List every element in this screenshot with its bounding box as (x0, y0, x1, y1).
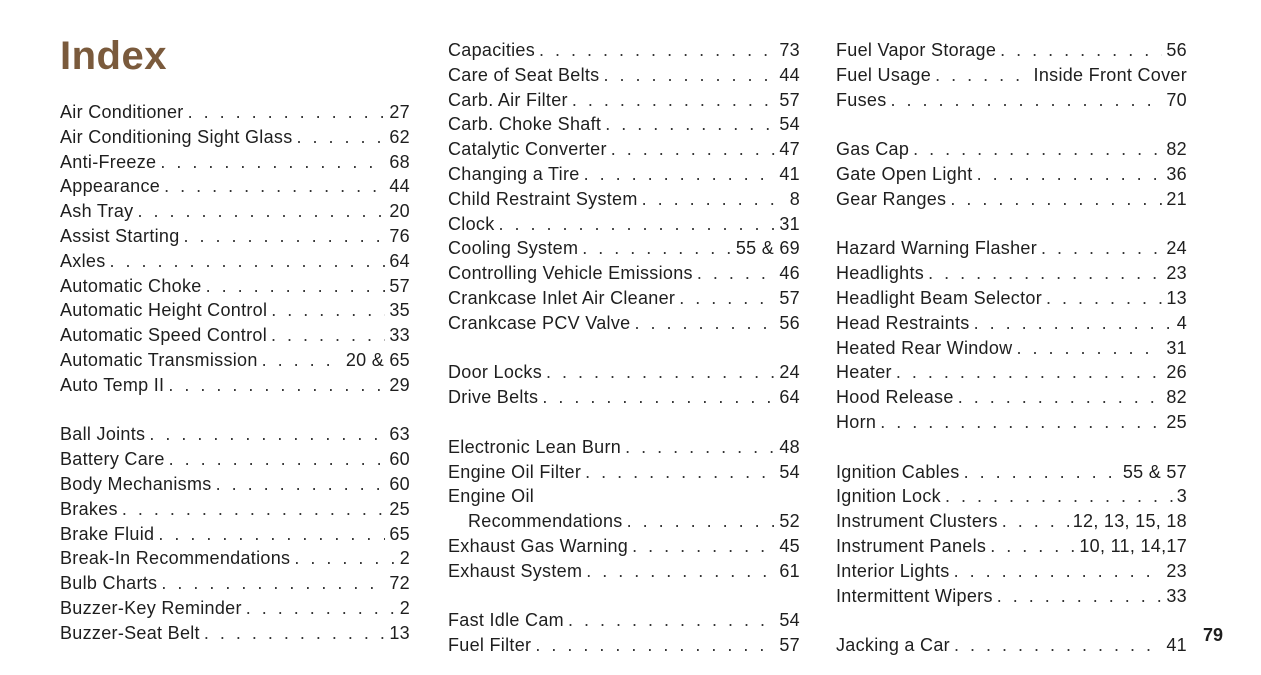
index-entry-name: Ignition Lock (836, 486, 941, 507)
index-entry-page: 29 (389, 374, 410, 395)
index-entry-name: Controlling Vehicle Emissions (448, 263, 693, 284)
index-entry-page: 76 (389, 225, 410, 246)
index-entry-page: 54 (779, 461, 800, 482)
dot-leader (584, 162, 776, 187)
index-entry-name: Fast Idle Cam (448, 610, 564, 631)
index-entry (448, 286, 800, 311)
index-entry (448, 38, 800, 63)
dot-leader (164, 174, 385, 199)
dot-leader (1041, 236, 1162, 261)
dot-leader (928, 261, 1162, 286)
dot-leader (122, 497, 386, 522)
dot-leader (954, 559, 1163, 584)
index-entry (448, 360, 800, 385)
index-entry (60, 150, 410, 175)
index-entry-name: Child Restraint System (448, 188, 638, 209)
index-entry (448, 608, 800, 633)
index-entry-name: Headlight Beam Selector (836, 287, 1043, 308)
index-entry (836, 137, 1187, 162)
index-entry-name: Carb. Air Filter (448, 89, 568, 110)
index-entry-name: Fuel Vapor Storage (836, 40, 997, 60)
index-entry-page: 31 (1166, 337, 1187, 358)
index-entry-name: Jacking a Car (836, 635, 950, 656)
dot-leader (997, 584, 1163, 609)
index-entry-name: Buzzer-Key Reminder (60, 597, 242, 618)
index-entry-page: 73 (779, 40, 800, 60)
index-entry (448, 236, 800, 261)
page-title: Index (60, 34, 167, 78)
index-entry-name: Instrument Panels (836, 535, 987, 556)
index-entry-name: Instrument Clusters (836, 511, 998, 532)
index-entry-page: 4 (1176, 312, 1187, 333)
index-entry-name: Care of Seat Belts (448, 64, 600, 85)
index-entry (448, 88, 800, 113)
index-entry-name: Catalytic Converter (448, 139, 607, 160)
index-entry-page: 25 (1166, 411, 1187, 432)
index-entry-name: Recommendations (468, 511, 623, 532)
dot-leader (160, 150, 385, 175)
index-entry-name: Crankcase Inlet Air Cleaner (448, 287, 676, 308)
dot-leader (586, 559, 775, 584)
index-entry-name: Axles (60, 250, 106, 271)
index-entry-page: 72 (389, 573, 410, 594)
dot-leader (1016, 336, 1162, 361)
index-entry-page: 10, 11, 14,17 (1079, 535, 1187, 556)
index-entry (60, 373, 410, 398)
index-entry (836, 633, 1187, 658)
index-entry-page: 33 (389, 325, 410, 346)
index-entry-name: Brake Fluid (60, 523, 155, 544)
index-entry-page: 23 (1166, 560, 1187, 581)
index-entry-name: Exhaust Gas Warning (448, 535, 629, 556)
dot-leader (891, 88, 1163, 113)
index-entry-page: 41 (779, 163, 800, 184)
index-column-2 (448, 38, 800, 658)
dot-leader (1002, 509, 1069, 534)
dot-leader (945, 484, 1173, 509)
index-entry (448, 311, 800, 336)
index-entry-page: 57 (779, 89, 800, 110)
index-entry (448, 162, 800, 187)
index-entry (836, 38, 1187, 63)
index-entry (60, 224, 410, 249)
index-entry (60, 497, 410, 522)
index-entry-page: 45 (779, 535, 800, 556)
dot-leader (582, 236, 732, 261)
index-entry-page: 65 (389, 523, 410, 544)
index-entry-name: Battery Care (60, 449, 165, 470)
index-entry-page: 55 & 69 (735, 238, 800, 259)
index-entry-name: Gear Ranges (836, 188, 947, 209)
index-entry (836, 336, 1187, 361)
dot-leader (1000, 38, 1162, 63)
index-column-3 (836, 38, 1187, 658)
index-entry-name: Heated Rear Window (836, 337, 1013, 358)
dot-leader (568, 608, 775, 633)
index-entry-page: 13 (1166, 287, 1187, 308)
index-entry (448, 534, 800, 559)
dot-leader (499, 212, 776, 237)
index-entry (60, 447, 410, 472)
index-entry (448, 137, 800, 162)
index-entry-page: 24 (1166, 238, 1187, 259)
index-entry-name: Head Restraints (836, 312, 970, 333)
index-entry-page: 26 (1166, 362, 1187, 383)
index-entry-name: Assist Starting (60, 225, 180, 246)
index-entry (836, 559, 1187, 584)
dot-leader (935, 63, 1029, 88)
dot-leader (964, 460, 1119, 485)
dot-leader (634, 311, 775, 336)
index-entry (836, 63, 1187, 88)
index-entry-name: Air Conditioning Sight Glass (60, 126, 293, 147)
index-entry (448, 212, 800, 237)
index-entry (60, 125, 410, 150)
index-entry (60, 174, 410, 199)
dot-leader (110, 249, 386, 274)
dot-leader (206, 274, 386, 299)
index-entry-page: 31 (779, 213, 800, 234)
index-entry-page: 13 (389, 622, 410, 643)
dot-leader (539, 38, 775, 63)
dot-leader (246, 596, 396, 621)
index-entry-name: Auto Temp II (60, 374, 165, 395)
dot-leader (535, 633, 775, 658)
index-entry-name: Fuses (836, 89, 887, 110)
index-entry (836, 162, 1187, 187)
index-entry (448, 559, 800, 584)
dot-leader (168, 373, 385, 398)
index-entry-page: 23 (1166, 263, 1187, 284)
section-gap (836, 435, 1187, 460)
index-entry-name: Electronic Lean Burn (448, 436, 622, 457)
index-entry-page: 57 (779, 635, 800, 656)
dot-leader (954, 633, 1162, 658)
index-entry (836, 360, 1187, 385)
index-entry-page: 63 (389, 424, 410, 445)
index-entry-page: 70 (1166, 89, 1187, 110)
index-entry-page: 56 (1166, 40, 1187, 60)
index-entry-page: 60 (389, 449, 410, 470)
index-entry (836, 534, 1187, 559)
dot-leader (294, 546, 395, 571)
index-entry-name: Fuel Usage (836, 64, 932, 85)
index-entry-page: 27 (389, 102, 410, 122)
dot-leader (188, 100, 386, 125)
index-entry (60, 596, 410, 621)
index-entry-page: 47 (779, 139, 800, 160)
index-entry (836, 460, 1187, 485)
index-entry-name: Intermittent Wipers (836, 585, 993, 606)
page-number: 79 (1203, 625, 1224, 645)
index-entry (60, 348, 410, 373)
index-entry-page: 64 (389, 250, 410, 271)
dot-leader (679, 286, 775, 311)
index-entry (836, 88, 1187, 113)
index-entry-page: 82 (1166, 139, 1187, 160)
index-entry-name: Buzzer-Seat Belt (60, 622, 200, 643)
index-entry (448, 187, 800, 212)
dot-leader (585, 460, 775, 485)
index-entry-page: 60 (389, 473, 410, 494)
index-entry-page: 46 (779, 263, 800, 284)
dot-leader (169, 447, 386, 472)
index-entry (836, 286, 1187, 311)
index-entry-name: Bulb Charts (60, 573, 158, 594)
index-entry-name: Brakes (60, 498, 118, 519)
dot-leader (216, 472, 386, 497)
index-entry-name: Ash Tray (60, 201, 134, 222)
index-entry-name: Anti-Freeze (60, 151, 157, 172)
index-entry-page: 68 (389, 151, 410, 172)
index-entry-page: 54 (779, 610, 800, 631)
dot-leader (271, 323, 385, 348)
section-gap (60, 398, 410, 423)
dot-leader (204, 621, 386, 646)
dot-leader (611, 137, 776, 162)
index-entry-page: 3 (1176, 486, 1187, 507)
index-entry (60, 323, 410, 348)
section-gap (836, 608, 1187, 633)
index-entry-name: Appearance (60, 176, 161, 197)
index-entry-name: Engine Oil (448, 486, 535, 507)
index-entry-page: 82 (1166, 387, 1187, 408)
index-entry-page: 64 (779, 387, 800, 408)
index-entry-name: Changing a Tire (448, 163, 580, 184)
index-entry-page: 12, 13, 15, 18 (1072, 511, 1187, 532)
index-entry-name: Drive Belts (448, 387, 539, 408)
dot-leader (262, 348, 342, 373)
index-entry-name: Hood Release (836, 387, 954, 408)
dot-leader (627, 509, 776, 534)
index-entry (60, 249, 410, 274)
dot-leader (271, 298, 385, 323)
index-entry (836, 584, 1187, 609)
index-entry-page: 52 (779, 511, 800, 532)
dot-leader (184, 224, 386, 249)
index-entry-page: 21 (1166, 188, 1187, 209)
index-entry (60, 298, 410, 323)
index-entry-name: Crankcase PCV Valve (448, 312, 631, 333)
index-entry-name: Capacities (448, 40, 536, 60)
index-entry-name: Interior Lights (836, 560, 950, 581)
index-entry (836, 484, 1187, 509)
dot-leader (542, 385, 775, 410)
dot-leader (697, 261, 776, 286)
index-entry (60, 571, 410, 596)
index-entry (836, 385, 1187, 410)
dot-leader (950, 187, 1162, 212)
dot-leader (572, 88, 776, 113)
index-entry-name: Break-In Recommendations (60, 548, 291, 569)
index-entry (448, 63, 800, 88)
section-gap (448, 410, 800, 435)
index-entry-page: Inside Front Cover (1033, 64, 1187, 85)
index-entry-name: Automatic Transmission (60, 349, 258, 370)
index-entry-page: 44 (779, 64, 800, 85)
index-entry (60, 100, 410, 125)
index-entry (836, 261, 1187, 286)
index-entry (448, 484, 800, 509)
index-entry (448, 385, 800, 410)
index-entry-page: 48 (779, 436, 800, 457)
dot-leader (974, 311, 1173, 336)
index-entry-name: Air Conditioner (60, 102, 184, 122)
dot-leader (149, 422, 385, 447)
section-gap (836, 112, 1187, 137)
index-entry-name: Horn (836, 411, 877, 432)
dot-leader (632, 534, 775, 559)
dot-leader (1046, 286, 1162, 311)
index-entry-page: 8 (789, 188, 800, 209)
dot-leader (896, 360, 1163, 385)
section-gap (448, 584, 800, 609)
index-entry-page: 20 (389, 201, 410, 222)
dot-leader (990, 534, 1075, 559)
index-entry (448, 509, 800, 534)
section-gap (448, 336, 800, 361)
index-entry-name: Automatic Speed Control (60, 325, 268, 346)
index-entry-name: Automatic Height Control (60, 300, 268, 321)
index-entry (836, 236, 1187, 261)
index-entry-page: 2 (399, 548, 410, 569)
index-entry-page: 33 (1166, 585, 1187, 606)
index-entry (60, 274, 410, 299)
index-entry-page: 57 (389, 275, 410, 296)
index-entry (448, 633, 800, 658)
dot-leader (603, 63, 775, 88)
index-entry-page: 35 (389, 300, 410, 321)
index-entry-name: Ignition Cables (836, 461, 960, 482)
index-entry-page: 61 (779, 560, 800, 581)
index-entry-page: 36 (1166, 163, 1187, 184)
index-entry (60, 621, 410, 646)
index-entry-name: Gas Cap (836, 139, 910, 160)
index-column-1 (60, 100, 410, 646)
index-entry-name: Automatic Choke (60, 275, 202, 296)
index-entry-name: Engine Oil Filter (448, 461, 582, 482)
dot-leader (642, 187, 786, 212)
index-entry (448, 460, 800, 485)
index-entry-name: Clock (448, 213, 495, 234)
index-entry (836, 187, 1187, 212)
index-entry-page: 20 & 65 (345, 349, 410, 370)
dot-leader (297, 125, 386, 150)
index-entry (60, 199, 410, 224)
dot-leader (958, 385, 1163, 410)
index-entry-page: 62 (389, 126, 410, 147)
index-entry-page: 57 (779, 287, 800, 308)
dot-leader (605, 112, 775, 137)
index-entry (60, 522, 410, 547)
index-entry-page: 2 (399, 597, 410, 618)
index-entry (448, 435, 800, 460)
dot-leader (546, 360, 775, 385)
index-entry-name: Carb. Choke Shaft (448, 114, 602, 135)
index-entry (448, 261, 800, 286)
dot-leader (913, 137, 1162, 162)
section-gap (836, 212, 1187, 237)
index-entry-name: Body Mechanisms (60, 473, 212, 494)
index-entry (836, 509, 1187, 534)
index-entry (60, 472, 410, 497)
dot-leader (137, 199, 385, 224)
dot-leader (977, 162, 1163, 187)
dot-leader (158, 522, 385, 547)
index-entry (836, 311, 1187, 336)
dot-leader (161, 571, 385, 596)
dot-leader (625, 435, 775, 460)
index-entry-name: Headlights (836, 263, 925, 284)
index-entry-page: 25 (389, 498, 410, 519)
index-entry-name: Hazard Warning Flasher (836, 238, 1038, 259)
index-entry-page: 41 (1166, 635, 1187, 656)
index-entry-name: Exhaust System (448, 560, 583, 581)
index-entry-name: Ball Joints (60, 424, 146, 445)
index-entry-page: 56 (779, 312, 800, 333)
dot-leader (880, 410, 1162, 435)
index-entry-page: 24 (779, 362, 800, 383)
index-entry-page: 55 & 57 (1122, 461, 1187, 482)
index-entry (836, 410, 1187, 435)
index-entry-name: Fuel Filter (448, 635, 532, 656)
index-entry-name: Heater (836, 362, 892, 383)
index-entry (60, 422, 410, 447)
index-entry-name: Gate Open Light (836, 163, 973, 184)
index-entry-name: Cooling System (448, 238, 579, 259)
index-entry-page: 54 (779, 114, 800, 135)
index-entry (60, 546, 410, 571)
index-entry (448, 112, 800, 137)
index-entry-page: 44 (389, 176, 410, 197)
index-entry-name: Door Locks (448, 362, 543, 383)
